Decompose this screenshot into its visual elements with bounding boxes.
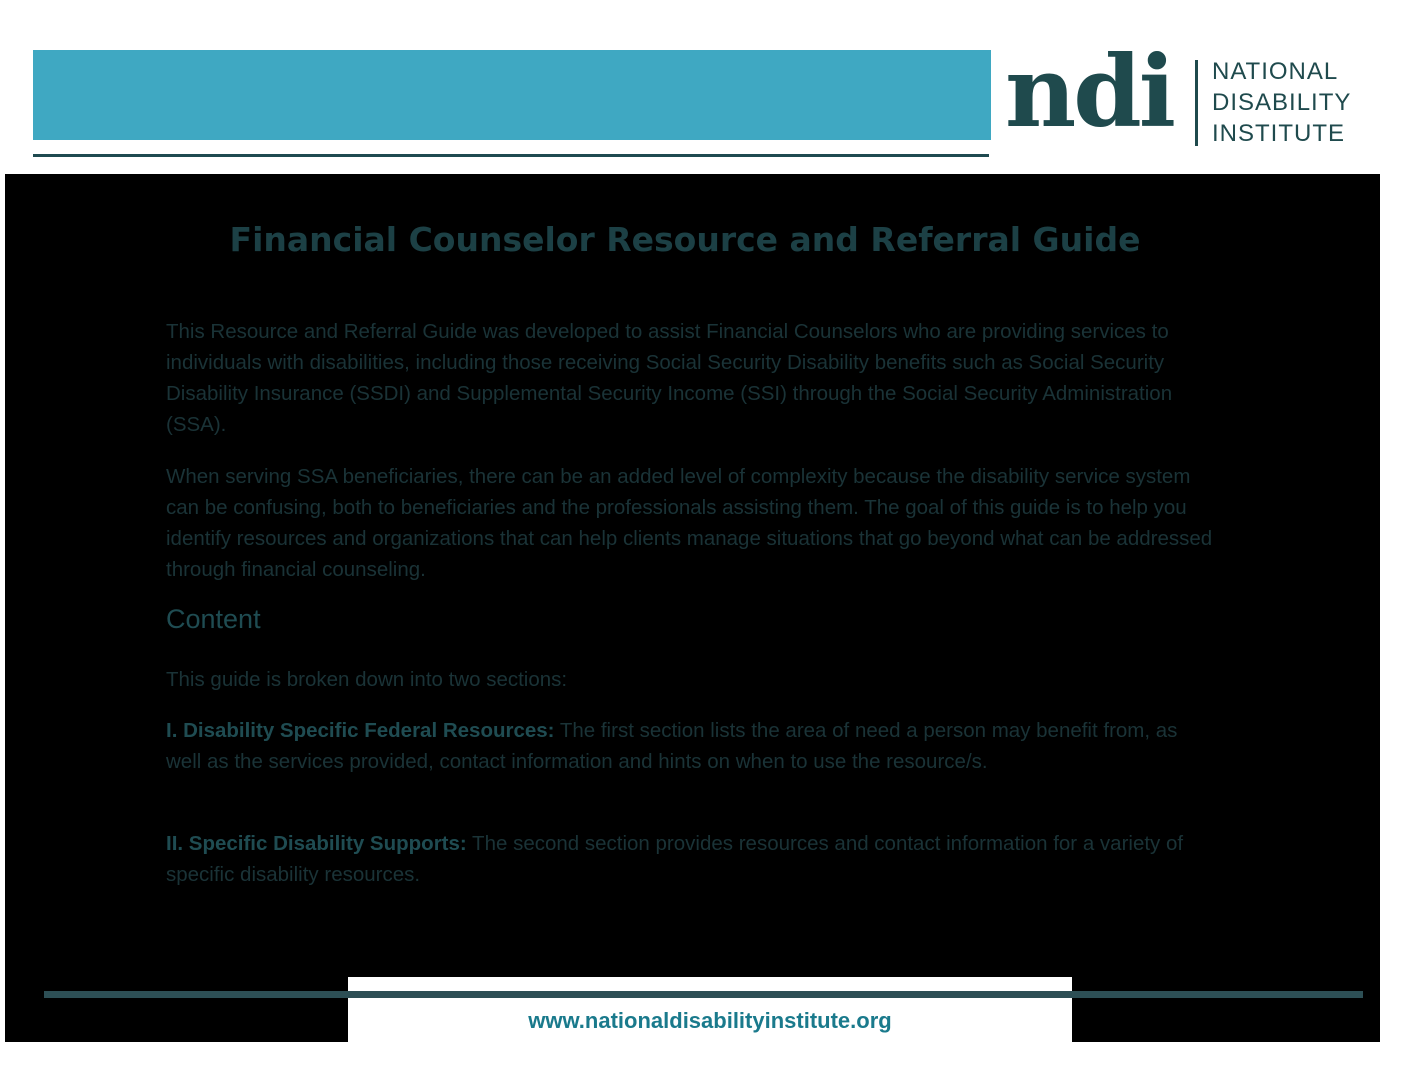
section-2-description: [166, 828, 1216, 890]
footer-divider: [44, 991, 1363, 998]
content-heading: Content: [166, 604, 261, 634]
section-2-lead: II. Specific Disability Supports:: [166, 832, 467, 855]
logo-divider: [1195, 60, 1198, 146]
intro-paragraph-2: When serving SSA beneficiaries, there can be an added level of complexity because the disability service system can be confusing, both to beneficiaries and the professionals assisting them. The goal of this guide is to help you identify resources and organizations that can help clients manage situations that go beyond what can be addressed through financial counseling.: [166, 465, 1213, 581]
logo-mark: ndi: [1005, 35, 1174, 150]
intro-paragraph-1: This Resource and Referral Guide was developed to assist Financial Counselors who are providing services to individuals with disabilities, including those receiving Social Security Disability benefits such as Social Security Disability Insurance (SSDI) and Supplemental Security Income (SSI) through the Social Security Administration (SSA).: [166, 320, 1173, 436]
section-1-lead: I. Disability Specific Federal Resources:: [166, 719, 555, 742]
ndi-logo: [1005, 35, 1385, 152]
logo-word-national: NATIONAL: [1212, 58, 1339, 85]
logo-word-institute: INSTITUTE: [1212, 120, 1345, 147]
document-title: Financial Counselor Resource and Referral Guide: [229, 220, 1141, 259]
section-1-description: [166, 715, 1216, 777]
header-color-band: [33, 50, 991, 140]
section-2-text: The second section provides resources and contact information for a variety of specific disability resources.: [166, 832, 1184, 886]
logo-wordmark: [1212, 56, 1351, 149]
content-intro: This guide is broken down into two sections:: [166, 668, 568, 691]
website-link[interactable]: www.nationaldisabilityinstitute.org: [528, 1008, 892, 1033]
section-1-text: The first section lists the area of need a person may benefit from, as well as the services provided, contact information and hints on when to use the resource/s.: [166, 719, 1178, 773]
logo-word-disability: DISABILITY: [1212, 89, 1352, 116]
header-divider: [33, 154, 989, 157]
